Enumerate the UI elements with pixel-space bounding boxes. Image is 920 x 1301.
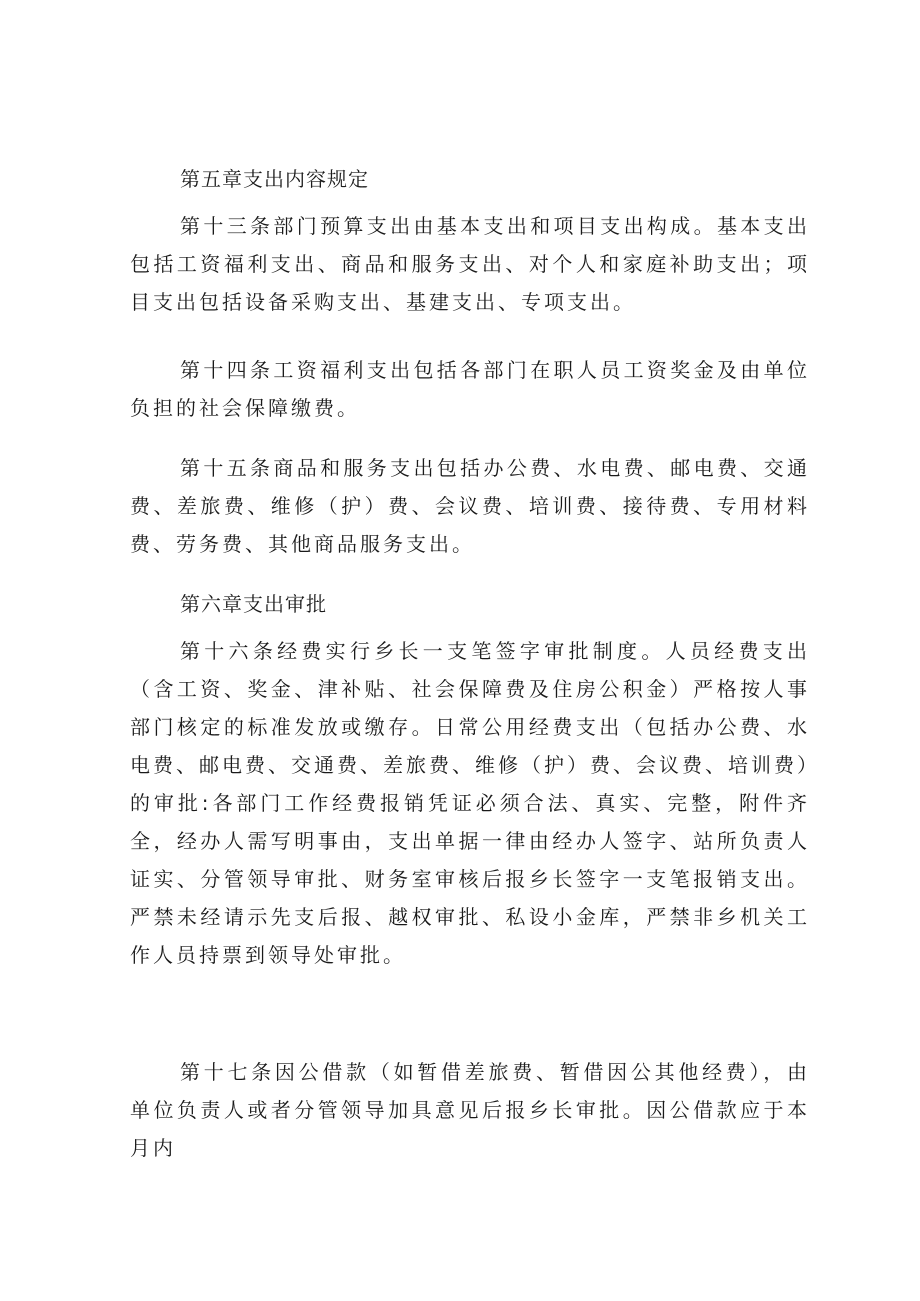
- article-13-paragraph: 第十三条部门预算支出由基本支出和项目支出构成。基本支出包括工资福利支出、商品和服务支出、对个人和家庭补助支出；项目支出包括设备采购支出、基建支出、专项支出。: [130, 214, 810, 314]
- article-14-paragraph: 第十四条工资福利支出包括各部门在职人员工资奖金及由单位负担的社会保障缴费。: [130, 358, 810, 420]
- article-15-paragraph: 第十五条商品和服务支出包括办公费、水电费、邮电费、交通费、差旅费、维修（护）费、会议费、培训费、接待费、专用材料费、劳务费、其他商品服务支出。: [130, 456, 810, 556]
- chapter-6-heading: 第六章支出审批: [180, 592, 327, 616]
- article-16-paragraph: 第十六条经费实行乡长一支笔签字审批制度。人员经费支出（含工资、奖金、津补贴、社会保障费及住房公积金）严格按人事部门核定的标准发放或缴存。日常公用经费支出（包括办公费、水电费、邮电费、交通费、差旅费、维修（护）费、会议费、培训费）的审批:各部门工作经费报销凭证必须合法、真实、完整，附件齐全，经办人需写明事由，支出单据一律由经办人签字、站所负责人证实、分管领导审批、财务室审核后报乡长签字一支笔报销支出。严禁未经请示先支后报、越权审批、私设小金库，严禁非乡机关工作人员持票到领导处审批。: [130, 639, 810, 967]
- chapter-5-heading: 第五章支出内容规定: [180, 167, 369, 191]
- article-17-paragraph: 第十七条因公借款（如暂借差旅费、暂借因公其他经费），由单位负责人或者分管领导加具意见后报乡长审批。因公借款应于本月内: [130, 1060, 810, 1160]
